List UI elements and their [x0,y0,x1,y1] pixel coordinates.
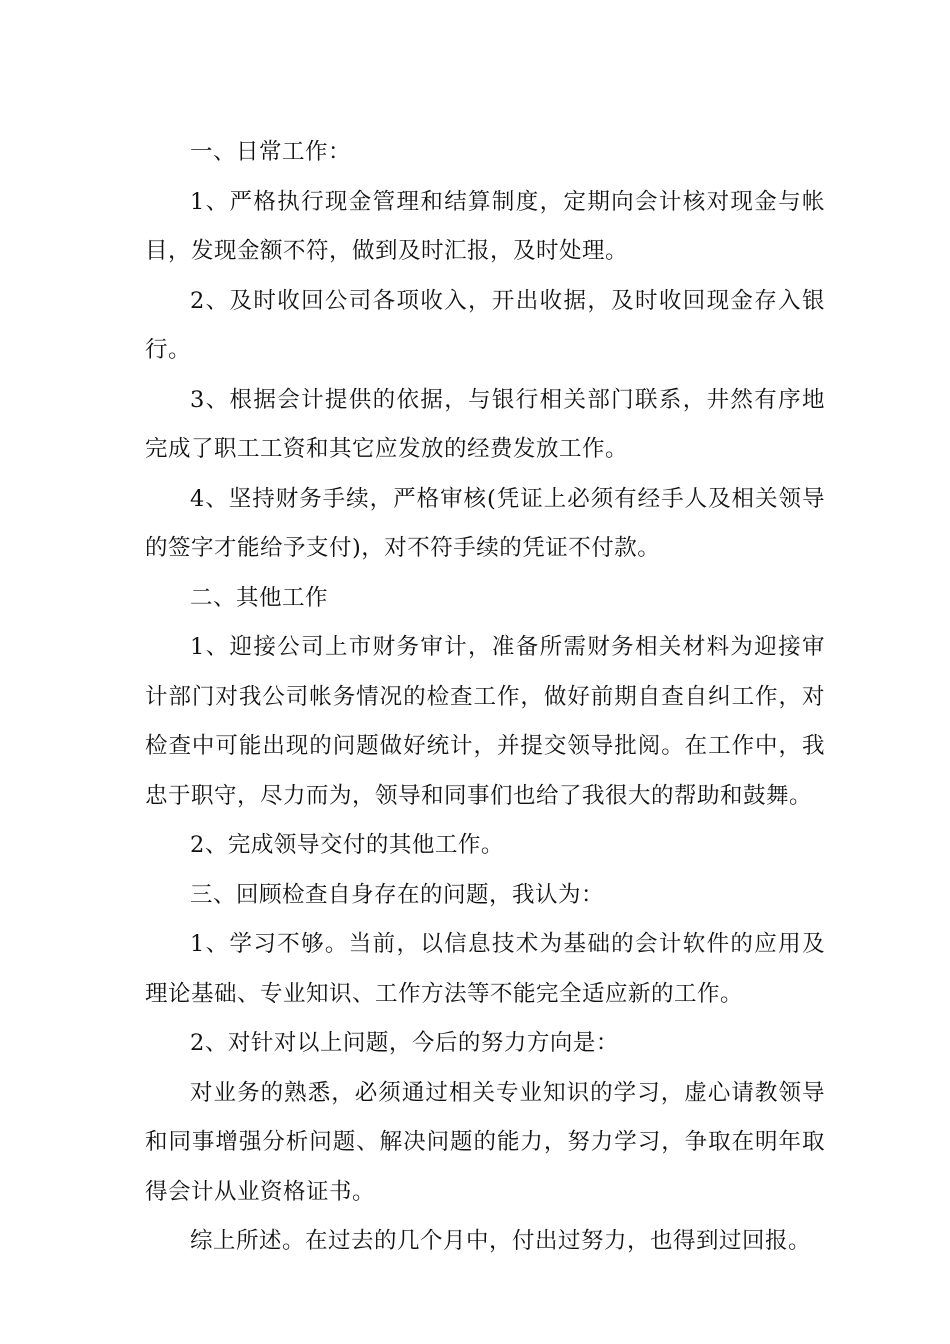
paragraph: 3、根据会计提供的依据，与银行相关部门联系，井然有序地完成了职工工资和其它应发放的经费发放工作。 [145,386,825,462]
paragraph: 1、迎接公司上市财务审计，准备所需财务相关材料为迎接审计部门对我公司帐务情况的检查工作，做好前期自查自纠工作，对检查中可能出现的问题做好统计，并提交领导批阅。在工作中，我忠于职守，尽力而为，领导和同事们也给了我很大的帮助和鼓舞。 [145,634,825,809]
paragraph: 对业务的熟悉，必须通过相关专业知识的学习，虚心请教领导和同事增强分析问题、解决问题的能力，努力学习，争取在明年取得会计从业资格证书。 [145,1079,825,1205]
paragraph: 1、学习不够。当前，以信息技术为基础的会计软件的应用及理论基础、专业知识、工作方法等不能完全适应新的工作。 [145,931,825,1007]
paragraph: 1、严格执行现金管理和结算制度，定期向会计核对现金与帐目，发现金额不符，做到及时汇报，及时处理。 [145,188,825,264]
document-body [145,128,825,1267]
section-heading-daily-work: 一、日常工作： [190,139,352,165]
paragraph: 4、坚持财务手续，严格审核(凭证上必须有经手人及相关领导的签字才能给予支付)，对不符手续的凭证不付款。 [145,485,825,561]
paragraph: 2、对针对以上问题，今后的努力方向是： [190,1030,619,1056]
section-heading-review: 三、回顾检查自身存在的问题，我认为： [190,881,605,908]
section-heading-other-work: 二、其他工作 [190,584,329,611]
paragraph: 综上所述。在过去的几个月中，付出过努力，也得到过回报。 [190,1228,812,1254]
paragraph: 2、完成领导交付的其他工作。 [190,832,504,858]
paragraph: 2、及时收回公司各项收入，开出收据，及时收回现金存入银行。 [145,287,825,363]
